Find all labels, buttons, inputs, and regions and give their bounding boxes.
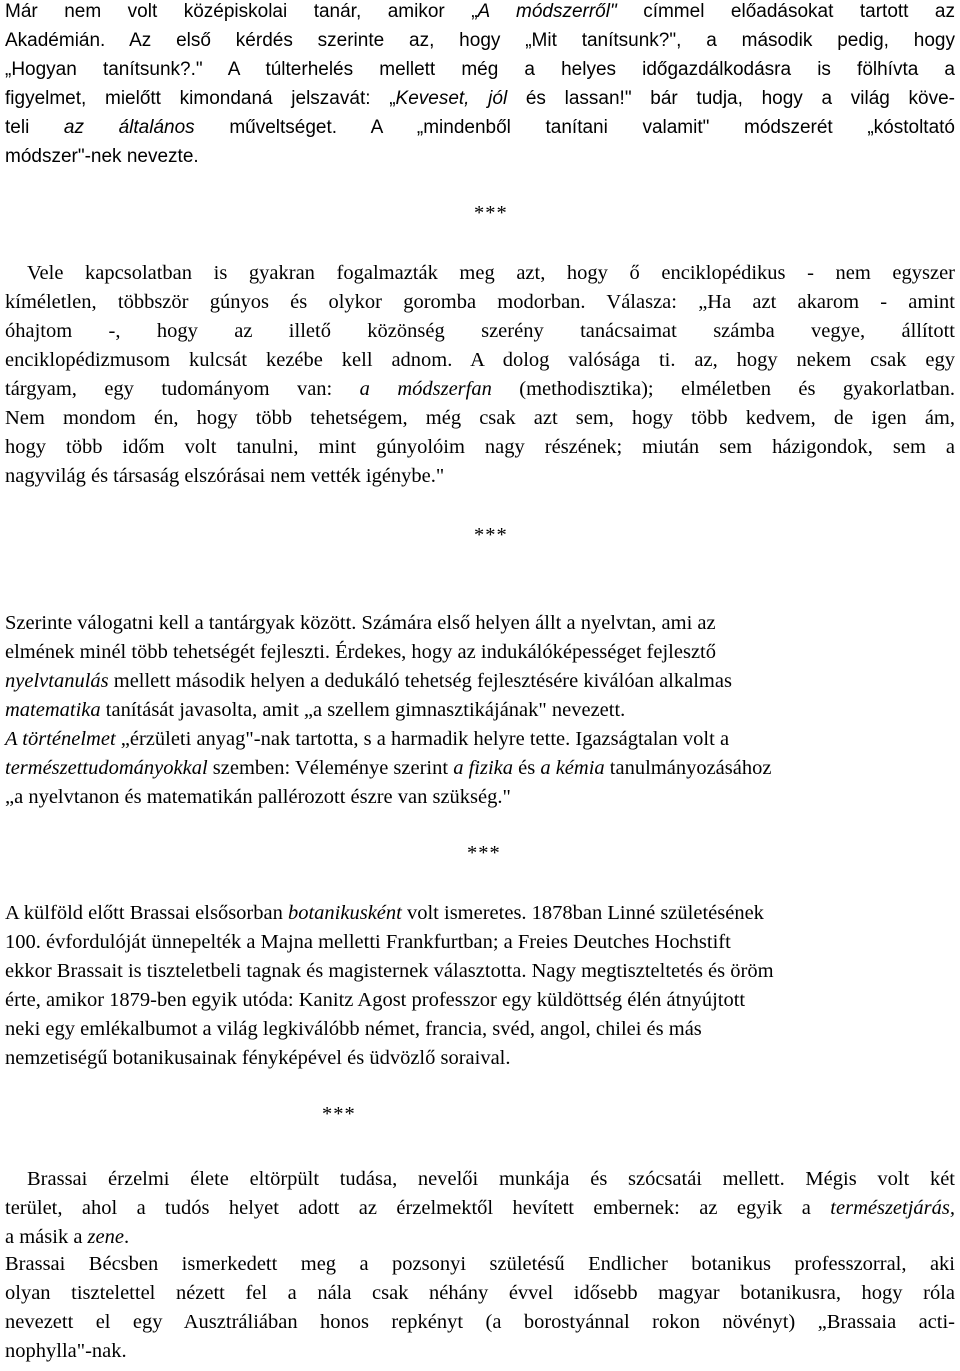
text-line: Szerinte válogatni kell a tantárgyak között. Számára első helyen állt a nyelvtan, ami az [5,612,716,634]
text-line: nevezett el egy Ausztráliában honos repkényt (a borostyánnal rokon növényt) „Brassaia acti- [5,1311,955,1333]
text-run: Már nem volt középiskolai tanár, amikor „ [5,1,478,22]
italic-run: természettudományokkal [5,757,208,779]
text-line [5,113,955,142]
italic-run: nyelvtanulás [5,670,109,692]
text-line: hogy több időm volt tanulni, mint gúnyolóim nagy részének; miután sem házigondok, sem a [5,436,955,458]
text-line: Nem mondom én, hogy több tehetségem, még csak azt sem, hogy több kedvem, de igen ám, [5,407,955,429]
paragraph-emotional-life [5,1165,955,1252]
italic-run: Keveset, jól [395,88,508,109]
text-run: címmel előadásokat tartott az [616,1,955,22]
italic-run: A történelmet [5,728,116,750]
text-line: neki egy emlékalbumot a világ legkiválóbb német, francia, svéd, angol, chilei és más [5,1018,702,1040]
italic-run: botanikusként [287,902,402,924]
text-line: nemzetiségű botanikusainak fényképével és üdvözlő soraival. [5,1047,511,1069]
text-line: „a nyelvtanon és matematikán pallérozott észre van szükség." [5,786,511,808]
text-line: érte, amikor 1879-ben egyik utóda: Kanitz Agost professzor egy küldöttség élén átnyújtott [5,989,746,1011]
text-run: szemben: Véleménye szerint [207,757,454,779]
section-separator: *** [474,524,508,546]
text-run: mellett második helyen a dedukáló tehetség fejlesztésére kiválóan alkalmas [108,670,732,692]
italic-run: matematika [5,699,101,721]
italic-run: természetjárás, [830,1197,955,1219]
text-run: „érzületi anyag"-nak tartotta, s a harmadik helyre tette. Igazságtalan volt a [115,728,730,750]
text-run: (methodisztika); elméletben és gyakorlatban. [491,378,956,400]
text-line [5,696,955,725]
section-separator: *** [322,1103,356,1125]
text-line [5,1223,955,1252]
text-line: elmének minél több tehetségét fejleszti. Érdekes, hogy az indukálóképességet fejlesztő [5,641,716,663]
text-line: nagyvilág és társaság elszórásai nem vették igénybe." [5,465,445,487]
text-line [5,84,955,113]
text-run: . [123,1226,130,1248]
text-line: óhajtom -, hogy az illető közönség szerény tanácsaimat számba vegye, állított [5,320,955,342]
text-line [5,754,955,783]
text-line: ekkor Brassait is tiszteletbeli tagnak és magisternek választotta. Nagy megtiszteltetés és öröm [5,960,774,982]
paragraph-method-lectures [5,0,955,171]
text-run: a másik a [5,1226,88,1248]
text-run: és lassan!" bár tudja, hogy a világ köve- [507,88,955,109]
text-line: Brassai Bécsben ismerkedett meg a pozsonyi születésű Endlicher botanikus professzorral, aki [5,1253,955,1275]
text-line [5,667,955,696]
italic-run: a módszerfan [359,378,492,400]
section-separator: *** [474,202,508,224]
text-run: figyelmet, mielőtt kimondaná jelszavát: „ [5,88,396,109]
text-line: 100. évfordulóját ünnepelték a Majna melletti Frankfurtban; a Freies Deutches Hochstift [5,931,731,953]
paragraph-encyclopedic-reply [5,259,955,491]
text-run: A külföld előtt Brassai elsősorban [5,902,288,924]
italic-run: a fizika [453,757,513,779]
text-line [5,1194,955,1223]
text-line [5,899,955,928]
text-line: Brassai érzelmi élete eltörpült tudása, nevelői munkája és szócsatái mellett. Mégis volt két [27,1168,955,1190]
text-line [5,0,955,26]
text-line: nophylla"-nak. [5,1340,127,1362]
text-run: műveltséget. A „mindenből tanítani valamit" módszerét „kóstoltató [194,117,955,138]
text-line: Vele kapcsolatban is gyakran fogalmazták meg azt, hogy ő enciklopédikus - nem egyszer [27,262,955,284]
text-run: tanítását javasolta, amit „a szellem gimnasztikájának" nevezett. [100,699,626,721]
text-run: és [513,757,541,779]
italic-run: A módszerről" [477,1,617,22]
text-run: tárgyam, egy tudományom van: [5,378,360,400]
text-line [5,375,955,404]
italic-run: az általános [63,117,195,138]
italic-run: zene [87,1226,124,1248]
text-run: teli [5,117,64,138]
italic-run: a kémia [540,757,605,779]
text-line [5,725,955,754]
text-line: „Hogyan tanítsunk?." A túlterhelés mellett még a helyes időgazdálkodásra is fölhívta a [5,59,955,80]
text-run: volt ismeretes. 1878ban Linné születésének [401,902,764,924]
text-line: módszer"-nek nevezte. [5,146,199,167]
text-line: kíméletlen, többször gúnyos és olykor goromba modorban. Válasza: „Ha azt akarom - amint [5,291,955,313]
text-line: enciklopédizmusom kulcsát kezébe kell adnom. A dolog valósága ti. az, hogy nekem csak egy [5,349,955,371]
text-run: terület, ahol a tudós helyet adott az érzelmektől hevített embernek: az egyik a [5,1197,831,1219]
paragraph-brassaia-naming [5,1250,955,1366]
section-separator: *** [467,842,501,864]
text-line: olyan tisztelettel nézett fel a nála csak néhány évvel idősebb magyar botanikusra, hogy róla [5,1282,955,1304]
paragraph-botanist-recognition [5,899,955,1073]
paragraph-subject-selection [5,609,955,812]
text-line: Akadémián. Az első kérdés szerinte az, hogy „Mit tanítsunk?", a második pedig, hogy [5,30,955,51]
text-run: tanulmányozásához [604,757,772,779]
